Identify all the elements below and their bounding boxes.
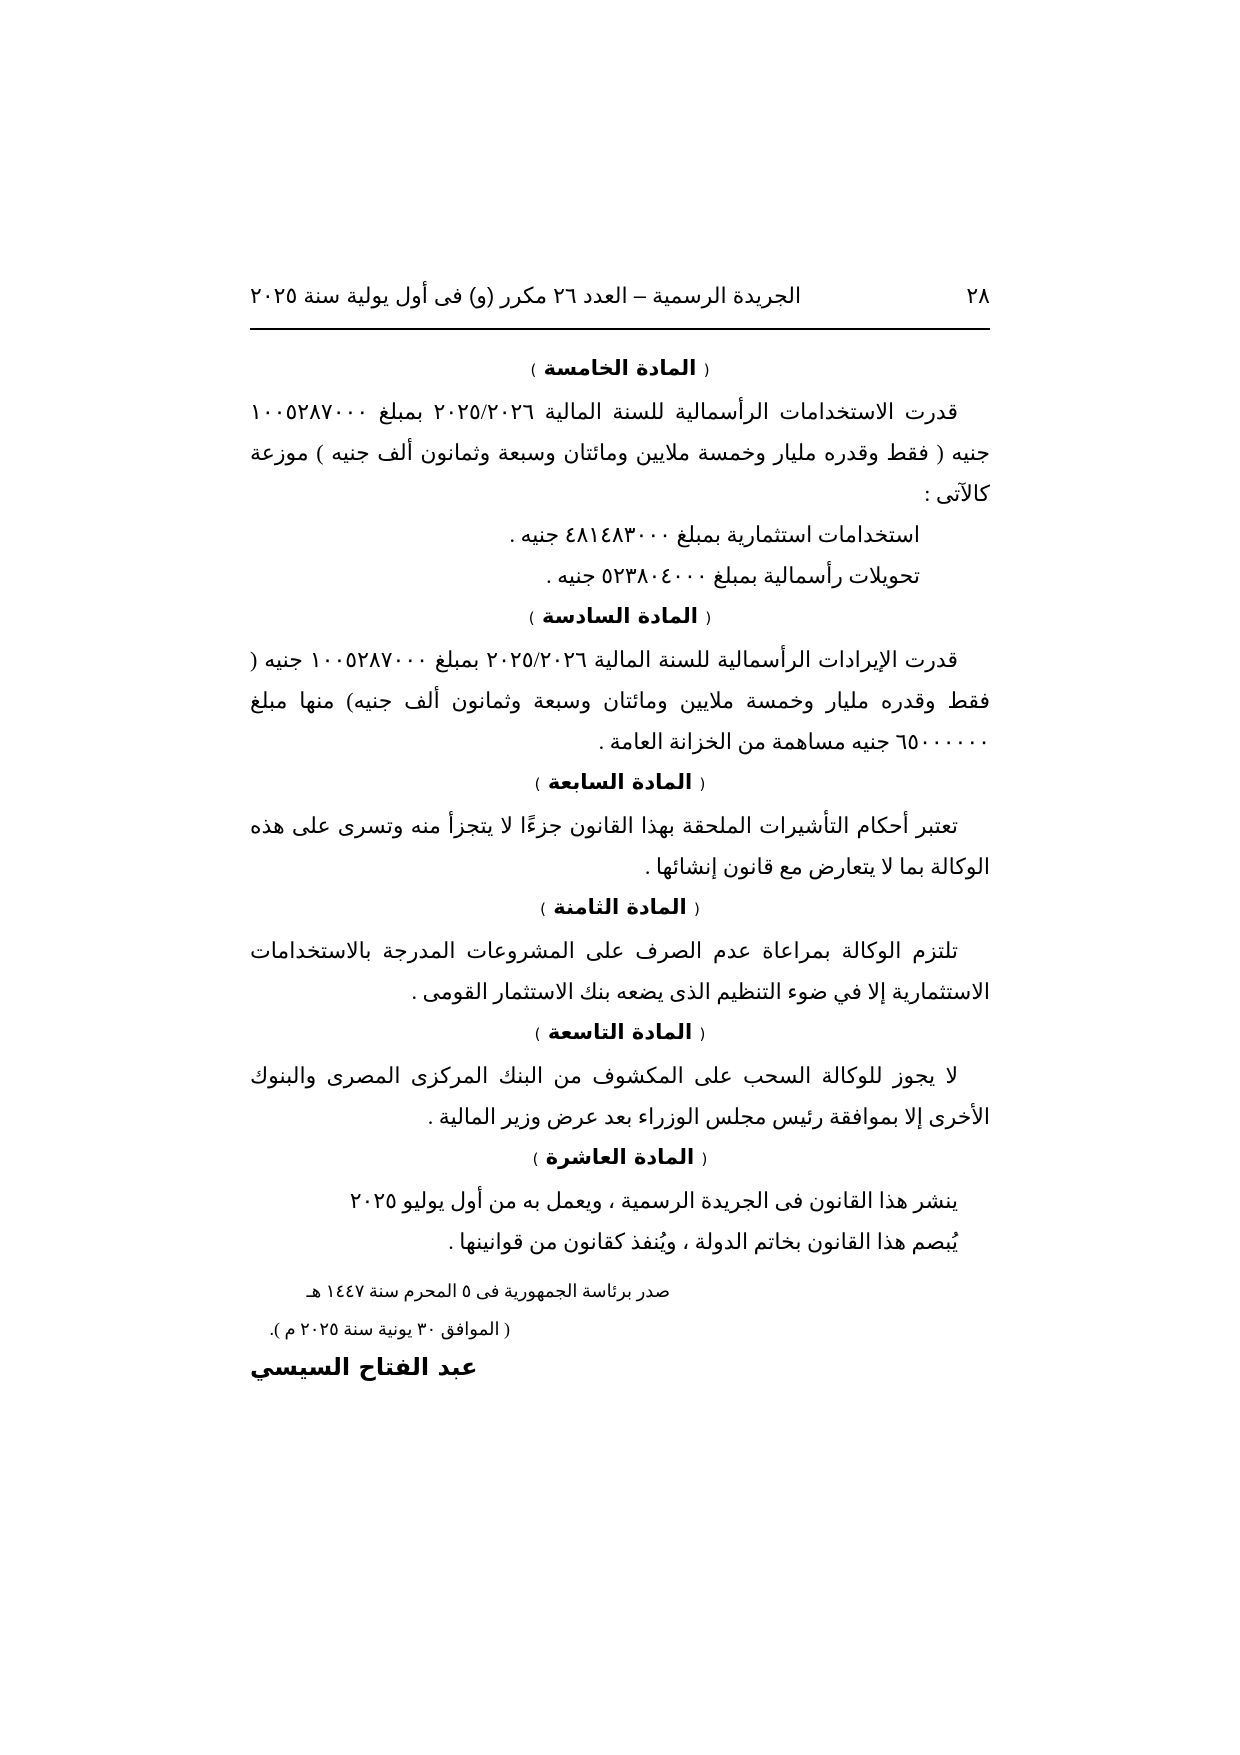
page-number: ٢٨ [966, 283, 990, 308]
article-paragraph: قدرت الإيرادات الرأسمالية للسنة المالية ٢٠٢٥/٢٠٢٦ بمبلغ ١٠٠٥٢٨٧٠٠٠ جنيه ( فقط وقدره مليار وخمسة ملايين ومائتان وسبعة وثمانون ألف جنيه) منها مبلغ ٦٥٠٠٠٠٠٠ جنيه مساهمة من الخزانة العامة . [250, 647, 990, 754]
article-7 [250, 762, 990, 887]
article-line: يُبصم هذا القانون بخاتم الدولة ، ويُنفذ كقانون من قوانينها . [448, 1229, 958, 1254]
article-paragraph: تعتبر أحكام التأشيرات الملحقة بهذا القانون جزءًا لا يتجزأ منه وتسرى على هذه الوكالة بما لا يتعارض مع قانون إنشائها . [250, 813, 990, 879]
issuance-date: صدر برئاسة الجمهورية فى ٥ المحرم سنة ١٤٤٧ هـ [306, 1281, 670, 1301]
gregorian-date: ( الموافق ٣٠ يونية سنة ٢٠٢٥ م ). [269, 1319, 510, 1339]
allocation-line: استخدامات استثمارية بمبلغ ٤٨١٤٨٣٠٠٠ جنيه . [509, 522, 920, 547]
page-header [250, 283, 990, 317]
article-8 [250, 887, 990, 1012]
article-6 [250, 596, 990, 762]
article-title: ( المادة التاسعة ) [534, 1020, 706, 1044]
article-title: ( المادة السابعة ) [534, 770, 706, 794]
article-paragraph: لا يجوز للوكالة السحب على المكشوف من البنك المركزى المصرى والبنوك الأخرى إلا بموافقة رئيس مجلس الوزراء بعد عرض وزير المالية . [250, 1063, 990, 1129]
article-title: ( المادة الثامنة ) [540, 895, 700, 919]
article-9 [250, 1012, 990, 1137]
running-title: الجريدة الرسمية – العدد ٢٦ مكرر (و) فى أول يولية سنة ٢٠٢٥ [250, 283, 802, 308]
article-title: ( المادة العاشرة ) [532, 1145, 708, 1169]
article-paragraph: تلتزم الوكالة بمراعاة عدم الصرف على المشروعات المدرجة بالاستخدامات الاستثمارية إلا في ضوء التنظيم الذى يضعه بنك الاستثمار القومى . [250, 938, 990, 1004]
article-paragraph: قدرت الاستخدامات الرأسمالية للسنة المالية ٢٠٢٥/٢٠٢٦ بمبلغ ١٠٠٥٢٨٧٠٠٠ جنيه ( فقط وقدره مليار وخمسة ملايين ومائتان وسبعة وثمانون ألف جنيه ) موزعة كالآتى : [250, 399, 990, 506]
header-rule [250, 328, 990, 330]
issuance-block [250, 1272, 990, 1348]
allocation-line: تحويلات رأسمالية بمبلغ ٥٢٣٨٠٤٠٠٠ جنيه . [546, 563, 920, 588]
presidential-signature: عبد الفتاح السيسي [250, 1353, 478, 1381]
article-line: ينشر هذا القانون فى الجريدة الرسمية ، ويعمل به من أول يوليو ٢٠٢٥ [349, 1188, 958, 1213]
page-body [250, 348, 990, 1348]
article-5 [250, 348, 990, 596]
article-title: ( المادة الخامسة ) [530, 356, 710, 380]
article-title: ( المادة السادسة ) [528, 604, 712, 628]
article-10 [250, 1137, 990, 1262]
